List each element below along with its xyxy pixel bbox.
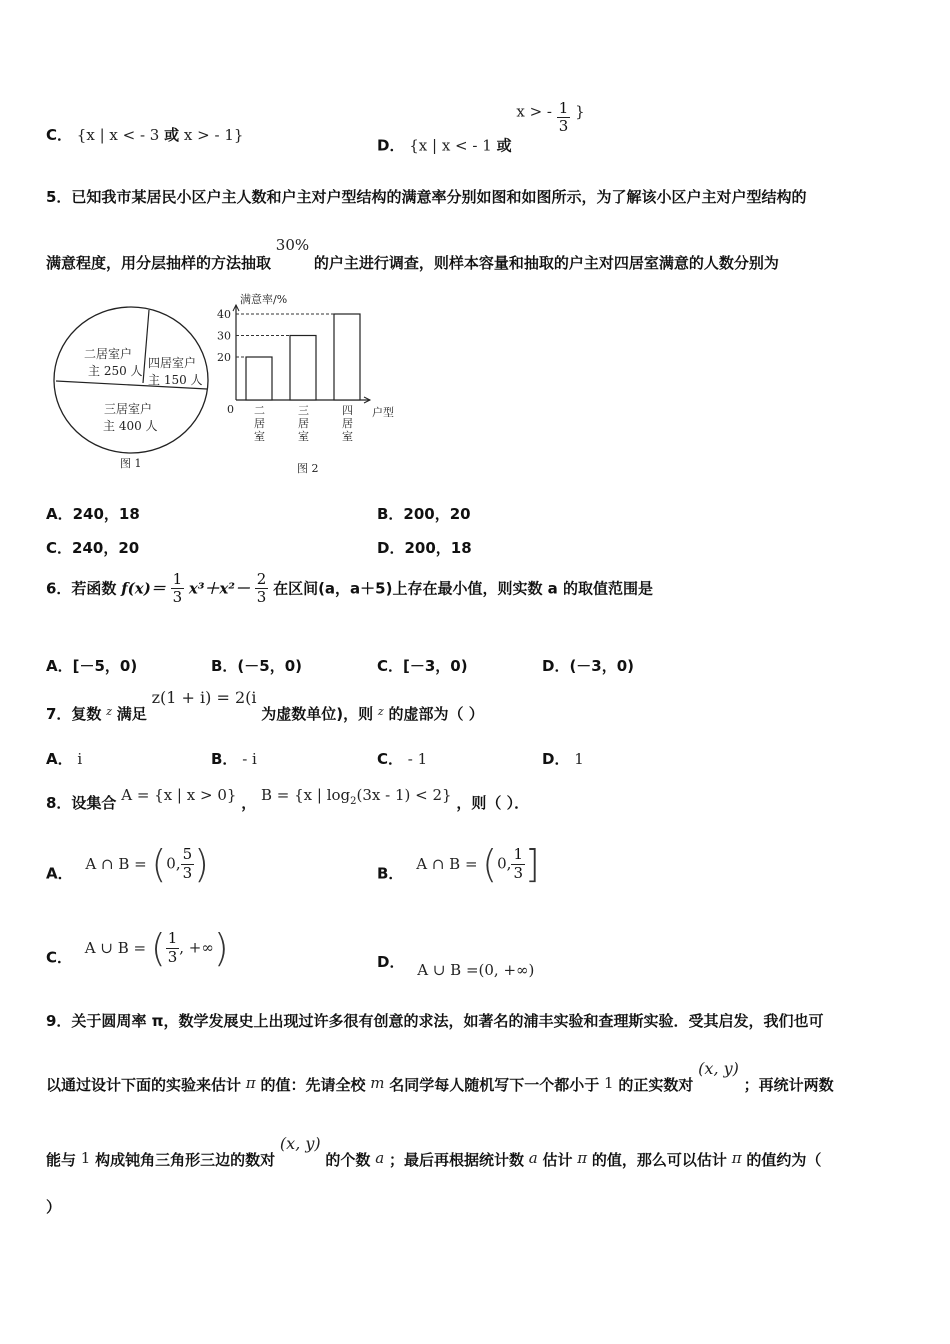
q8-option-c-expr: A ∪ B = xyxy=(84,938,147,957)
q8-option-b-label: B． xyxy=(377,864,404,883)
q8-option-c-in: , +∞ xyxy=(179,938,214,957)
q7-option-c-value: - 1 xyxy=(407,750,428,768)
y-tick-label-40: 40 xyxy=(217,308,231,321)
q9-a-2: a xyxy=(528,1149,538,1167)
q4-option-d-or: 或 xyxy=(496,136,512,155)
q8-option-c-frac xyxy=(166,930,180,966)
q6-suffix: 在区间(a，a＋5)上存在最小值，则实数 a 的取值范围是 xyxy=(273,579,654,598)
q8-option-a-rparen: ) xyxy=(194,842,209,886)
q6-prefix: 6．若函数 xyxy=(46,579,117,598)
q9-line3-g: 的值约为（ xyxy=(746,1151,822,1169)
q6-option-a[interactable]: A．[－5，0) xyxy=(46,657,138,675)
q7-z2: z xyxy=(377,705,384,718)
q8-option-d-expr: A ∪ B =(0, +∞) xyxy=(417,961,535,979)
q7-end: 的虚部为（ ） xyxy=(388,705,484,723)
q9-pair-1: (x, y) xyxy=(698,1059,739,1078)
q8-comma: ， xyxy=(241,794,257,812)
q4-option-c-expr-b: x > - 1} xyxy=(183,126,244,144)
q9-line2-c: 名同学每人随机写下一个都小于 xyxy=(389,1076,600,1094)
q6-mid: x³＋x²－ xyxy=(188,579,250,598)
q8-option-b-rbracket: ] xyxy=(524,842,540,886)
q9-line3-e: 估计 xyxy=(542,1151,573,1169)
x-tick-label-3-1: 四 xyxy=(342,404,353,417)
q4-option-d-end: } xyxy=(575,102,585,121)
q8-option-a-num: 5 xyxy=(182,845,193,864)
q8-option-b-frac xyxy=(511,846,525,882)
q4-option-d-num: 1 xyxy=(558,99,569,117)
q4-option-c-or: 或 xyxy=(164,126,180,144)
q8-option-b-lparen: ( xyxy=(482,842,498,886)
q8-option-a-lparen: ( xyxy=(151,842,167,886)
q7-option-c[interactable] xyxy=(377,748,427,769)
pie-seg3-line1: 三居室户 xyxy=(104,402,153,416)
x-tick-label-2-1: 三 xyxy=(298,404,309,417)
q8-option-c-label: C． xyxy=(46,948,73,967)
q9-one-1: 1 xyxy=(604,1074,614,1092)
q8-option-a-label: A． xyxy=(46,864,73,883)
q7-mid: 满足 xyxy=(116,705,147,723)
q7-option-d[interactable] xyxy=(542,748,584,769)
q7-option-d-label: D． xyxy=(542,750,570,768)
q7-suffix: 为虚数单位)，则 xyxy=(261,705,374,723)
q7-option-a-label: A． xyxy=(46,750,73,768)
q6-fraction-1 xyxy=(171,571,185,607)
y-tick-label-30: 30 xyxy=(217,329,231,343)
q8-set-b-b: (3x - 1) < 2} xyxy=(356,786,452,804)
q6-fx: f(x)＝ xyxy=(121,579,166,598)
q7-option-b-label: B． xyxy=(211,750,238,768)
y-axis-label: 满意率/% xyxy=(240,293,288,306)
q9-line3-d: ；最后再根据统计数 xyxy=(388,1151,524,1169)
bar-2 xyxy=(290,336,316,401)
q8-option-a-den: 3 xyxy=(182,863,193,882)
origin-label: 0 xyxy=(227,403,234,416)
q8-option-b[interactable] xyxy=(377,842,540,886)
q8-option-b-num: 1 xyxy=(513,845,523,864)
q9-line2-b: 的值：先请全校 xyxy=(260,1076,366,1094)
x-tick-label-1-3: 室 xyxy=(254,430,265,443)
q9-pi-3: π xyxy=(731,1149,742,1167)
q5-option-b[interactable]: B．200，20 xyxy=(377,505,471,523)
q4-option-d-den: 3 xyxy=(558,117,569,136)
q7-option-a-value: i xyxy=(77,750,83,768)
q9-line3-b: 构成钝角三角形三边的数对 xyxy=(95,1151,276,1169)
bar-1 xyxy=(246,357,272,400)
q8-set-b-a: B = {x | log xyxy=(260,786,351,804)
q8-option-a[interactable] xyxy=(46,842,209,886)
q8-set-a: A = {x | x > 0} xyxy=(121,786,237,804)
x-axis-label: 户型 xyxy=(372,406,394,419)
q7-option-d-value: 1 xyxy=(574,750,584,768)
q4-option-c-expr-a: {x | x < - 3 xyxy=(76,126,160,144)
q9-pi-1: π xyxy=(245,1074,256,1092)
q8-option-a-expr: A ∩ B = xyxy=(85,854,147,873)
q9-line4: ） xyxy=(46,1198,62,1216)
q5-option-a[interactable]: A．240，18 xyxy=(46,505,140,523)
q6-option-d[interactable]: D．(－3，0) xyxy=(542,657,635,675)
q5-line2-a: 满意程度，用分层抽样的方法抽取 xyxy=(46,254,272,272)
q8-option-b-expr: A ∩ B = xyxy=(416,854,478,873)
q6-num2: 2 xyxy=(256,570,267,588)
q8-option-a-frac xyxy=(181,846,195,882)
x-tick-label-3-3: 室 xyxy=(342,430,353,443)
pie-chart xyxy=(54,307,208,470)
q5-option-d[interactable]: D．200，18 xyxy=(377,539,472,557)
bar-chart-caption: 图 2 xyxy=(297,462,319,475)
x-tick-label-3-2: 居 xyxy=(342,417,353,430)
q4-option-d-label: D． xyxy=(377,136,405,155)
pie-seg3-line2: 主 400 人 xyxy=(103,419,158,433)
q8-option-c-lparen: ( xyxy=(150,926,166,970)
q9-line3-c: 的个数 xyxy=(325,1151,371,1169)
q8-set-b-sub: 2 xyxy=(350,796,357,807)
q8-end: ，则（ ）． xyxy=(456,794,530,812)
q8-option-d[interactable] xyxy=(377,951,534,979)
q7-option-a[interactable] xyxy=(46,748,82,769)
q9-a-1: a xyxy=(375,1149,385,1167)
q9-one-2: 1 xyxy=(80,1149,91,1167)
q6-stem xyxy=(46,571,653,607)
q9-line2-a: 以通过设计下面的实验来估计 xyxy=(46,1076,242,1094)
q5-option-c[interactable]: C．240，20 xyxy=(46,539,140,557)
q9-line2-e: ；再统计两数 xyxy=(743,1076,834,1094)
x-tick-label-2-3: 室 xyxy=(298,430,309,443)
q8-option-b-in: 0, xyxy=(497,854,512,873)
q9-line3 xyxy=(46,1134,821,1170)
q5-line1: 5．已知我市某居民小区户主人数和户主对户型结构的满意率分别如图和如图所示，为了解该小区户主对户型结构的 xyxy=(46,188,807,206)
q8-option-a-in: 0, xyxy=(166,854,181,873)
pie-caption: 图 1 xyxy=(120,457,142,470)
q5-percent: 30% xyxy=(275,236,310,254)
q8-prefix: 8．设集合 xyxy=(46,794,117,812)
q8-option-c[interactable] xyxy=(46,926,229,970)
y-tick-label-20: 20 xyxy=(217,351,231,364)
q4-option-d-expr-a: {x | x < - 1 xyxy=(409,136,492,155)
q9-pi-2: π xyxy=(577,1149,588,1167)
q7-option-b-value: - i xyxy=(242,750,257,768)
q8-option-c-num: 1 xyxy=(167,929,178,948)
q6-option-b[interactable]: B．(－5，0) xyxy=(211,657,303,675)
q7-prefix: 7．复数 xyxy=(46,705,102,723)
bar-3 xyxy=(334,314,360,400)
bar-chart xyxy=(217,292,394,475)
q9-line3-a: 能与 xyxy=(46,1151,77,1169)
q8-option-c-den: 3 xyxy=(167,947,178,966)
pie-seg1-line2: 主 250 人 xyxy=(88,364,143,378)
q4-option-d-expr-b: x > - xyxy=(516,102,552,121)
x-tick-label-2-2: 居 xyxy=(298,417,309,430)
q4-option-c-label: C． xyxy=(46,126,73,144)
q7-z1: z xyxy=(106,705,113,718)
q5-line2-b: 的户主进行调查，则样本容量和抽取的户主对四居室满意的人数分别为 xyxy=(313,254,779,272)
q8-option-d-label: D． xyxy=(377,953,405,971)
x-tick-label-1-1: 二 xyxy=(254,404,265,417)
q6-fraction-2 xyxy=(255,571,269,607)
q8-option-c-rparen: ) xyxy=(213,926,229,970)
pie-seg2-line1: 四居室户 xyxy=(148,356,197,370)
q9-line1: 9．关于圆周率 π，数学发展史上出现过许多很有创意的求法，如著名的浦丰实验和查理斯实验．受其启发，我们也可 xyxy=(46,1012,824,1030)
pie-seg2-line2: 主 150 人 xyxy=(148,373,203,387)
q7-option-b[interactable] xyxy=(211,748,257,769)
q9-pair-2: (x, y) xyxy=(279,1134,321,1153)
q8-option-b-den: 3 xyxy=(513,863,523,882)
q9-line2-d: 的正实数对 xyxy=(618,1076,694,1094)
q9-line3-f: 的值，那么可以估计 xyxy=(591,1151,727,1169)
q7-equation: z(1 + i) = 2(i xyxy=(151,688,257,707)
q6-num1: 1 xyxy=(172,570,183,588)
q9-m: m xyxy=(370,1074,385,1092)
pie-seg1-line1: 二居室户 xyxy=(84,347,133,361)
q9-line2 xyxy=(46,1059,834,1095)
q8-stem xyxy=(46,786,529,813)
q6-option-c[interactable]: C．[－3，0) xyxy=(377,657,468,675)
q7-stem xyxy=(46,688,484,724)
q7-option-c-label: C． xyxy=(377,750,404,768)
q6-den2: 3 xyxy=(256,588,267,607)
x-tick-label-1-2: 居 xyxy=(254,417,265,430)
q6-den1: 3 xyxy=(172,588,183,607)
